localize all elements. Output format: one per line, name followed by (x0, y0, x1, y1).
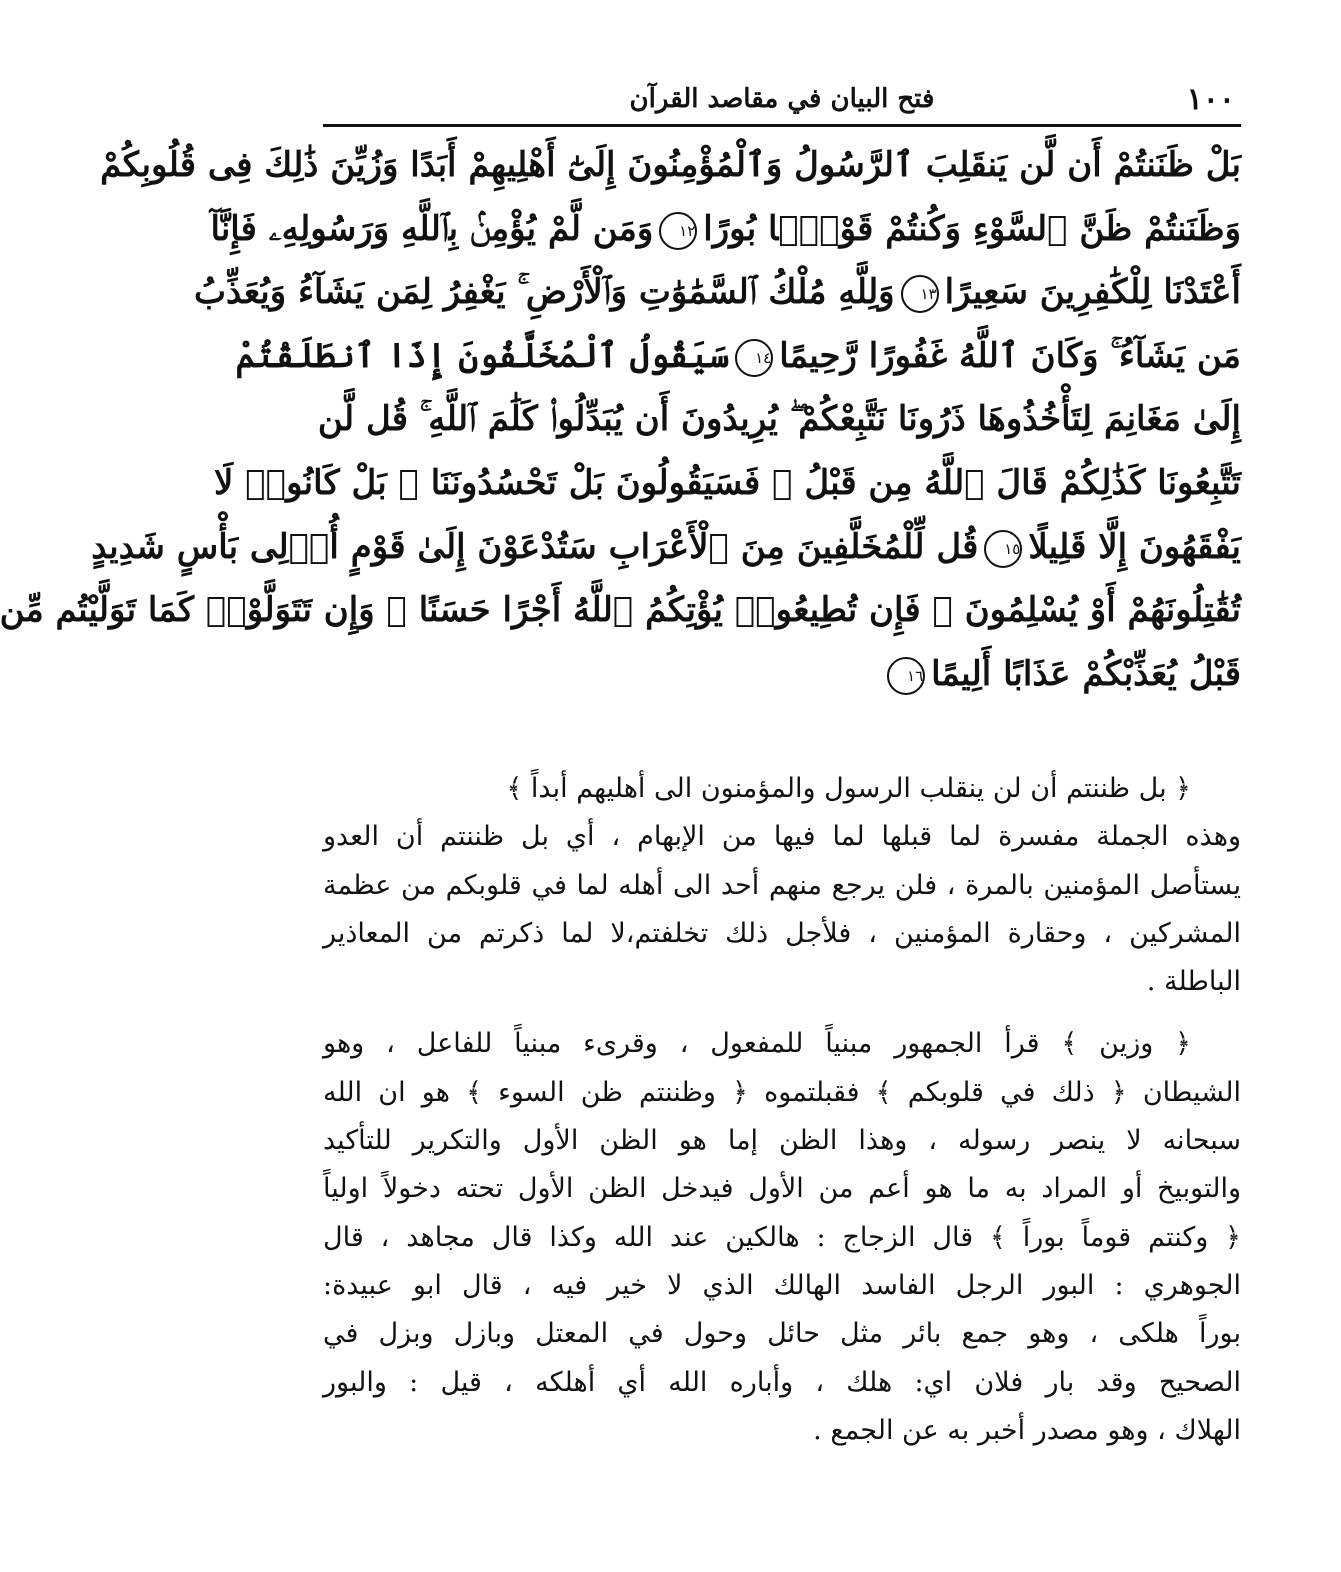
quran-line (323, 643, 1241, 707)
quran-line (317, 388, 1241, 452)
commentary-line: بوراً هلكى ، وهو جمع بائر مثل حائل وحول في المعتل وبازل وبزل في (323, 1318, 1241, 1350)
commentary-line: ﴿ وكنتم قوماً بوراً ﴾ قال الزجاج : هالكين عند الله وكذا قال مجاهد ، قال (323, 1221, 1241, 1253)
running-title: فتح البيان في مقاصد القرآن (629, 84, 935, 114)
ayah-number-marker: ١٥ (984, 530, 1022, 568)
header-divider (323, 124, 1241, 127)
commentary-line: ﴿ بل ظننتم أن لن ينقلب الرسول والمؤمنون الى أهليهم أبداً ﴾ (506, 773, 1191, 804)
commentary-line: الجوهري : البور الرجل الفاسد الهالك الذي لا خير فيه ، قال ابو عبيدة: (323, 1269, 1241, 1301)
commentary-line: الباطلة . (1146, 966, 1241, 998)
quran-text: وَمَن لَّمْ يُؤْمِنۢ بِٱللَّهِ وَرَسُولِهِۦ فَإِنَّآ (210, 208, 654, 249)
commentary-line: المشركين ، وحقارة المؤمنين ، فلأجل ذلك تخلفتم،لا لما ذكرتم من المعاذير (323, 917, 1241, 949)
quran-text: مَن يَشَآءُ ۚ وَكَانَ ٱللَّهُ غَفُورًا رَّحِيمًا (779, 335, 1241, 376)
ayah-number-marker: ١٤ (735, 339, 773, 377)
quran-text: قَبْلُ يُعَذِّبْكُمْ عَذَابًا أَلِيمًا (931, 653, 1241, 694)
quran-text: سَيَقُولُ ٱلْمُخَلَّفُونَ إِذَا ٱنطَلَقْتُمْ (235, 335, 730, 376)
commentary-line: وهذه الجملة مفسرة لما قبلها لما فيها من الإبهام ، أي بل ظننتم أن العدو (323, 821, 1241, 853)
quran-text: يَفْقَهُونَ إِلَّا قَلِيلًا (1028, 526, 1241, 567)
quran-line (210, 198, 1241, 262)
commentary-paragraph (323, 1020, 1241, 1455)
quran-line (194, 261, 1241, 325)
quran-line (91, 516, 1241, 580)
quran-line (100, 134, 1241, 198)
quran-text: وَلِلَّهِ مُلْكُ ٱلسَّمَٰوَٰتِ وَٱلْأَرْضِ ۚ يَغْفِرُ لِمَن يَشَآءُ وَيُعَذِّبُ (194, 272, 895, 313)
commentary-paragraph (323, 765, 1241, 1006)
quran-line (235, 325, 1241, 389)
page-number: ١٠٠ (1186, 82, 1235, 117)
commentary-line: سبحانه لا ينصر رسوله ، وهذا الظن إما هو الظن الأول والتكرير للتأكيد (323, 1125, 1241, 1157)
quran-text: تُقَٰتِلُونَهُمْ أَوْ يُسْلِمُونَ ۖ فَإِن تُطِيعُوا۟ يُؤْتِكُمُ ٱللَّهُ أَجْرًا حَسَنًا ۖ وَإِن تَتَوَلَّوْا۟ كَمَا تَوَلَّيْتُم مِّن (0, 590, 1241, 631)
ayah-number-marker: ١٢ (659, 212, 697, 250)
commentary-line: الصحيح وقد بار فلان اي: هلك ، وأباره الله أي أهلكه ، قيل : والبور (323, 1366, 1241, 1398)
quran-line (0, 579, 1241, 643)
quran-verses-block (0, 134, 1241, 706)
quran-text: بَلْ ظَنَنتُمْ أَن لَّن يَنقَلِبَ ٱلرَّسُولُ وَٱلْمُؤْمِنُونَ إِلَىٰٓ أَهْلِيهِمْ أَبَدًا وَزُيِّنَ ذَٰلِكَ فِى قُلُوبِكُمْ (100, 145, 1241, 185)
ayah-number-marker: ١٦ (887, 657, 925, 695)
quran-text: قُل لِّلْمُخَلَّفِينَ مِنَ ٱلْأَعْرَابِ سَتُدْعَوْنَ إِلَىٰ قَوْمٍ أُو۟لِى بَأْسٍ شَدِيدٍ (91, 526, 979, 567)
commentary-line: الهلاك ، وهو مصدر أخبر به عن الجمع . (813, 1414, 1241, 1446)
quran-text: تَتَّبِعُونَا كَذَٰلِكُمْ قَالَ ٱللَّهُ مِن قَبْلُ ۖ فَسَيَقُولُونَ بَلْ تَحْسُدُونَنَا ۚ بَلْ كَانُوا۟ لَا (214, 462, 1241, 503)
commentary-line: يستأصل المؤمنين بالمرة ، فلن يرجع منهم أحد الى أهله لما في قلوبكم من عظمة (323, 869, 1241, 901)
quran-text: أَعْتَدْنَا لِلْكَٰفِرِينَ سَعِيرًا (944, 272, 1241, 313)
ayah-number-marker: ١٣ (901, 275, 939, 313)
quran-text: إِلَىٰ مَغَانِمَ لِتَأْخُذُوهَا ذَرُونَا نَتَّبِعْكُمْ ۖ يُرِيدُونَ أَن يُبَدِّلُوا۟ كَلَٰمَ ٱللَّهِ ۚ قُل لَّن (317, 399, 1241, 440)
commentary-block (323, 765, 1241, 1469)
page-header (323, 78, 1241, 120)
quran-line (214, 452, 1241, 516)
commentary-line: ﴿ وزين ﴾ قرأ الجمهور مبنياً للمفعول ، وقرىء مبنياً للفاعل ، وهو (323, 1028, 1191, 1060)
commentary-line: الشيطان ﴿ ذلك في قلوبكم ﴾ فقبلتموه ﴿ وظننتم ظن السوء ﴾ هو ان الله (323, 1076, 1241, 1108)
commentary-line: والتوبيخ أو المراد به ما هو أعم من الأول فيدخل الظن الأول تحته دخولاً اولياً (323, 1173, 1241, 1205)
quran-text: وَظَنَنتُمْ ظَنَّ ٱلسَّوْءِ وَكُنتُمْ قَوْمًۢا بُورًا (703, 208, 1241, 249)
